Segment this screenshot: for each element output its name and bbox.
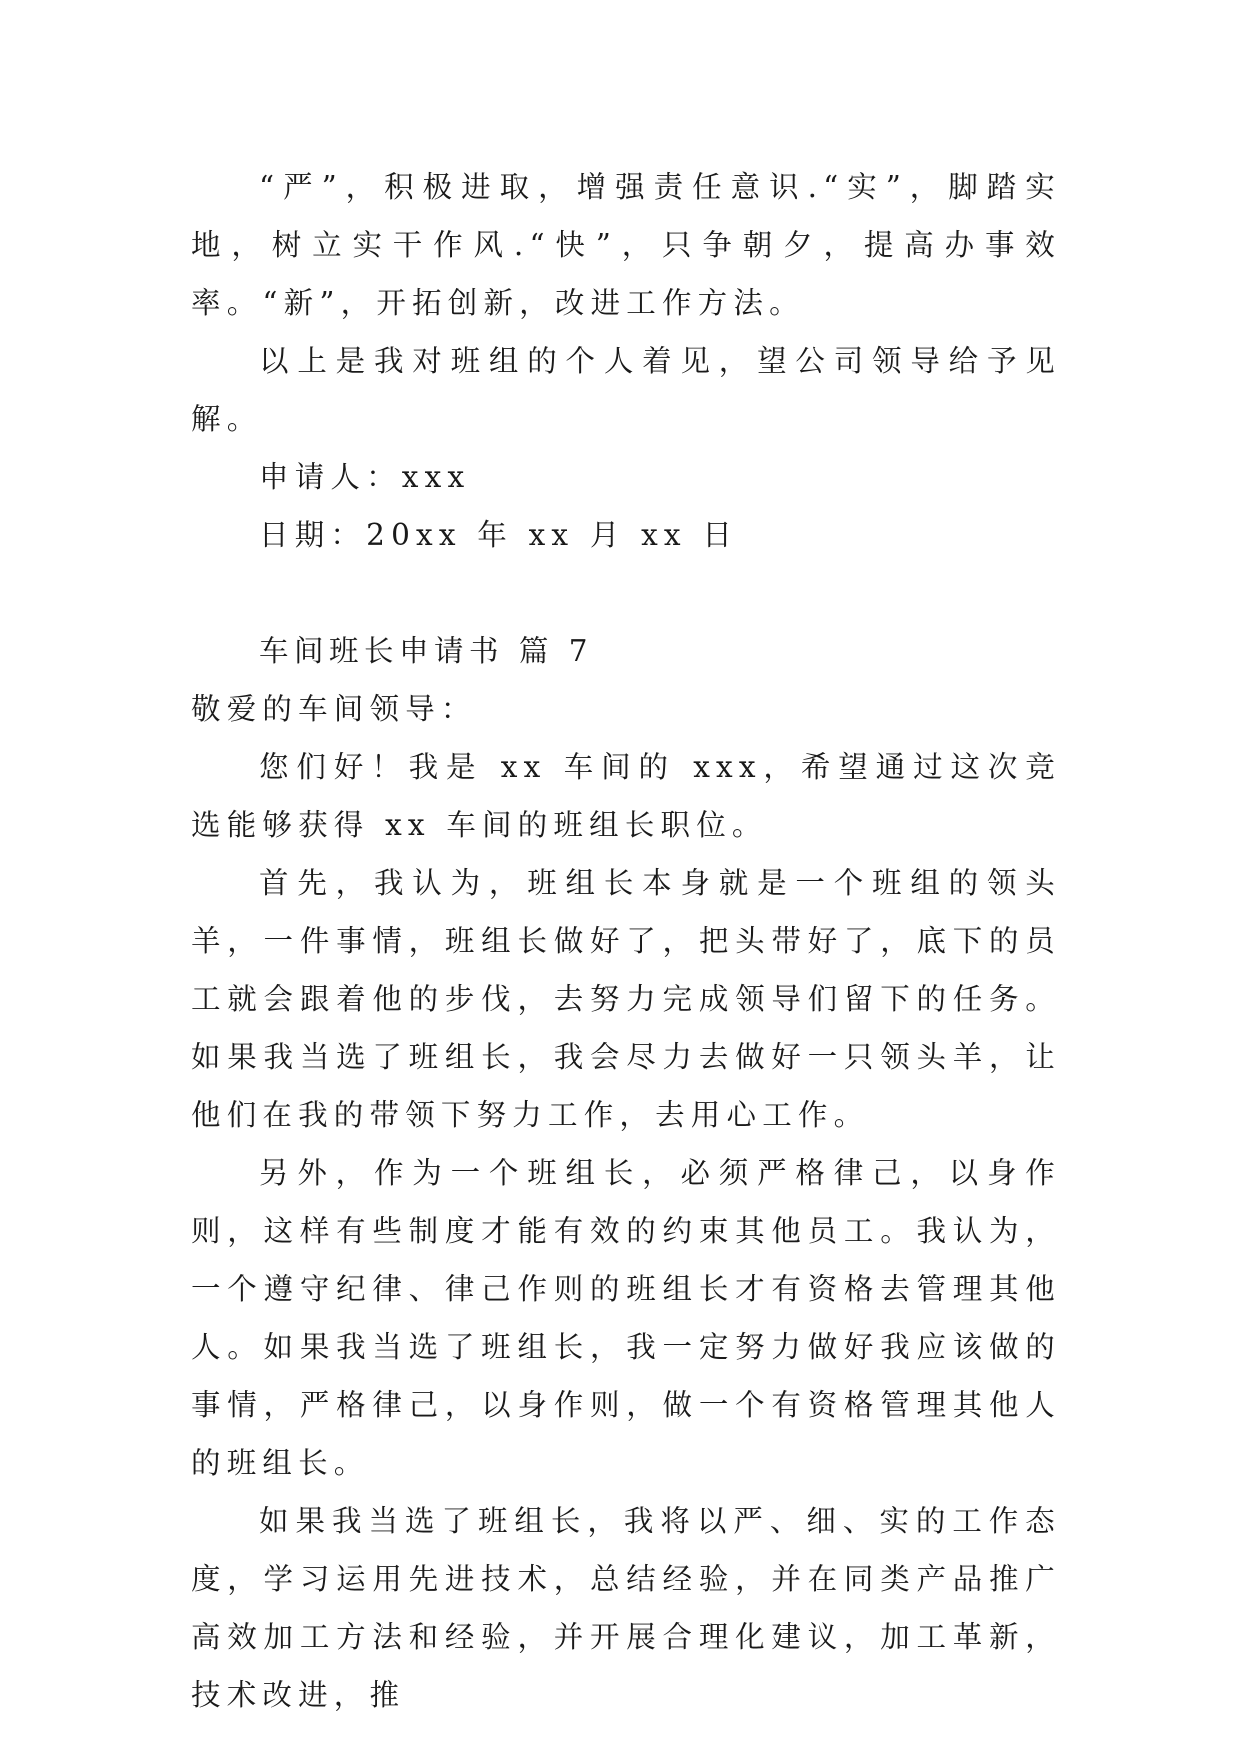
paragraph-closing-remark: 以上是我对班组的个人着见，望公司领导给予见解。 bbox=[191, 344, 1061, 436]
paragraph-leadership: 首先，我认为，班组长本身就是一个班组的领头羊，一件事情，班组长做好了，把头带好了，底下的员工就会跟着他的步伐，去努力完成领导们留下的任务。如果我当选了班组长，我会尽力去做好一只领头羊，让他们在我的带领下努力工作，去用心工作。 bbox=[191, 866, 1061, 1132]
applicant-line: 申请人：xxx bbox=[259, 460, 471, 494]
paragraph-discipline: 另外，作为一个班组长，必须严格律己，以身作则，这样有些制度才能有效的约束其他员工。我认为，一个遵守纪律、律己作则的班组长才有资格去管理其他人。如果我当选了班组长，我一定努力做好我应该做的事情，严格律己，以身作则，做一个有资格管理其他人的班组长。 bbox=[191, 1156, 1061, 1480]
section-spacer bbox=[191, 564, 1061, 622]
paragraph-greeting: 您们好！我是 xx 车间的 xxx，希望通过这次竞选能够获得 xx 车间的班组长职位。 bbox=[191, 750, 1061, 842]
salutation: 敬爱的车间领导： bbox=[191, 692, 477, 726]
paragraph-work-style: “严”，积极进取，增强责任意识.“实”，脚踏实地，树立实干作风.“快”，只争朝夕，提高办事效率。“新”，开拓创新，改进工作方法。 bbox=[191, 170, 1061, 320]
document-body bbox=[191, 158, 1061, 1724]
date-line: 日期：20xx 年 xx 月 xx 日 bbox=[259, 518, 739, 552]
paragraph-work-attitude: 如果我当选了班组长，我将以严、细、实的工作态度，学习运用先进技术，总结经验，并在同类产品推广高效加工方法和经验，并开展合理化建议，加工革新，技术改进，推 bbox=[191, 1504, 1061, 1712]
section-title: 车间班长申请书 篇 7 bbox=[259, 634, 594, 668]
